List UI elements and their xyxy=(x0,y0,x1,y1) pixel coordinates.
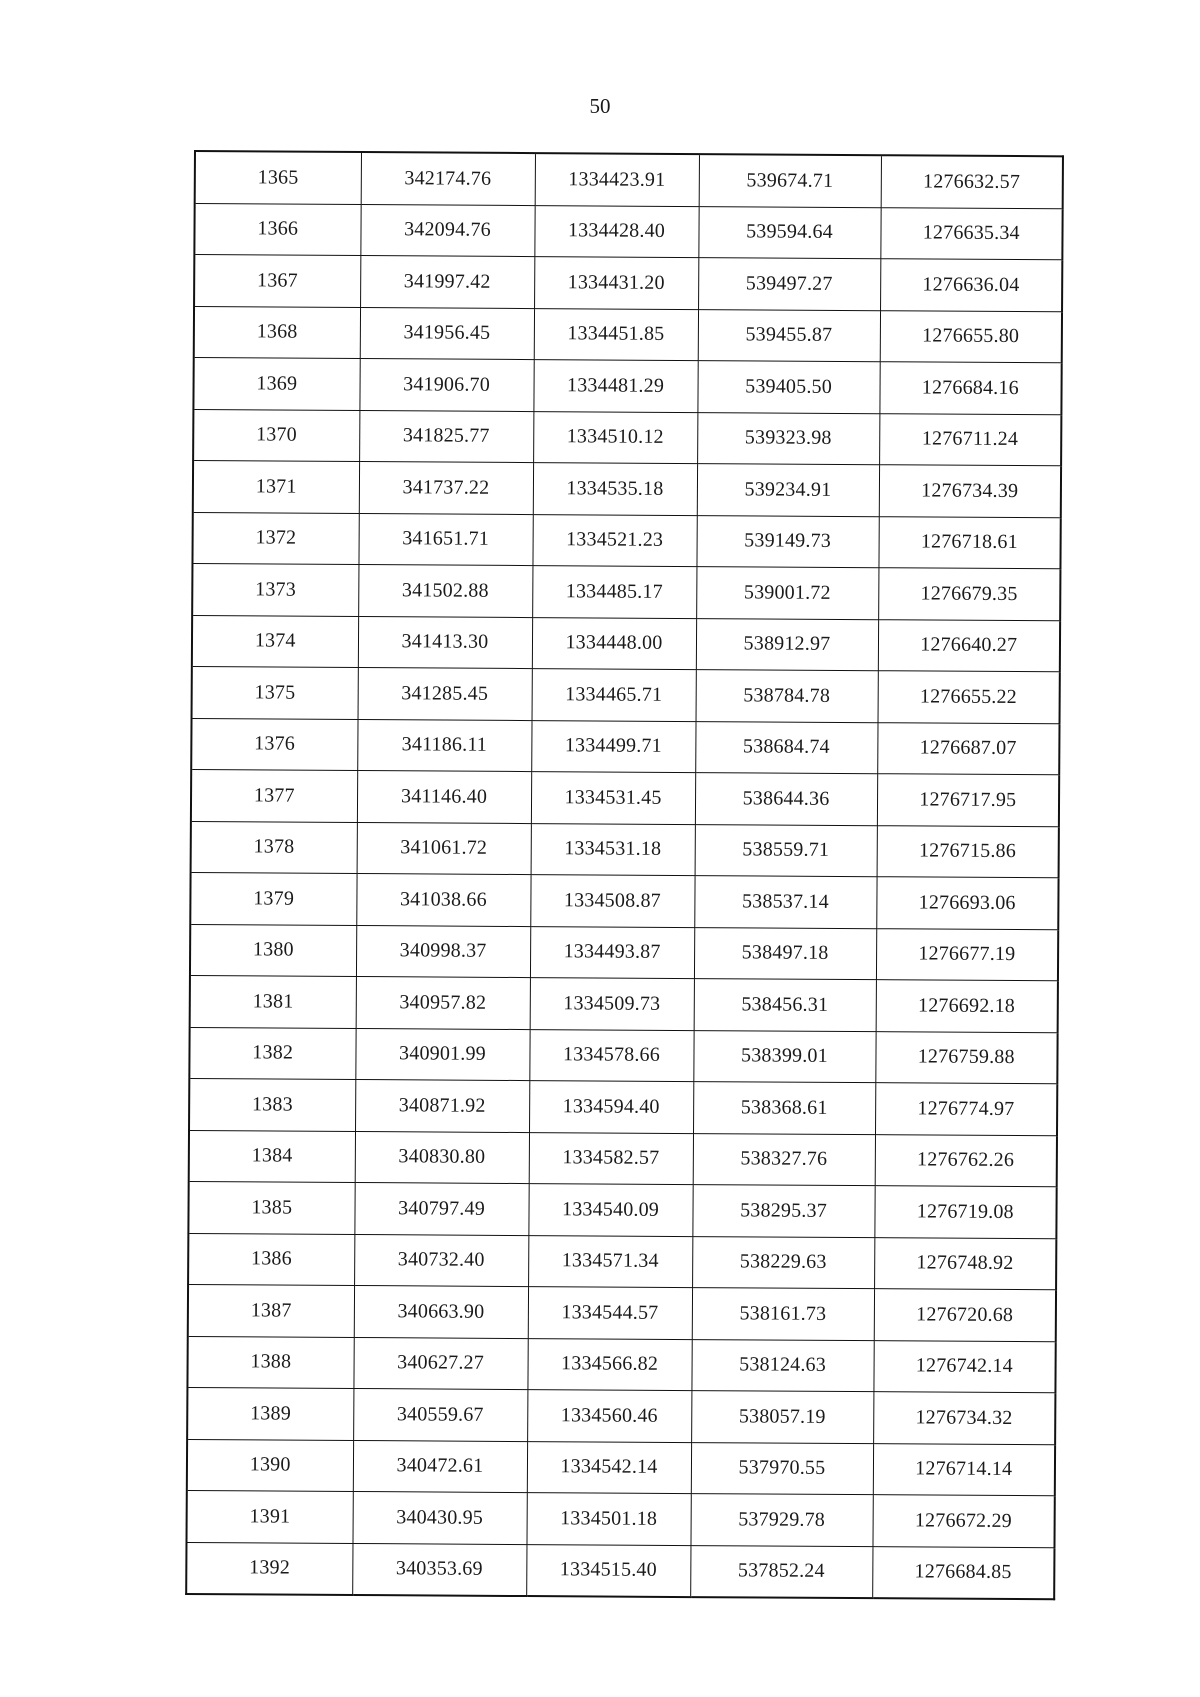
coord-x1-cell: 341956.45 xyxy=(360,307,534,360)
coord-y1-cell: 1334485.17 xyxy=(532,566,696,619)
coord-x2-cell: 539497.27 xyxy=(698,258,880,311)
coord-y1-cell: 1334531.18 xyxy=(531,823,695,876)
coord-x2-cell: 539674.71 xyxy=(699,154,881,207)
table-row xyxy=(194,203,1062,260)
coord-y2-cell: 1276748.92 xyxy=(874,1237,1056,1290)
table-row xyxy=(186,1490,1054,1547)
point-number-cell: 1366 xyxy=(194,203,360,256)
coord-x2-cell: 538161.73 xyxy=(692,1288,874,1341)
coord-x1-cell: 341413.30 xyxy=(358,616,532,669)
point-number-cell: 1389 xyxy=(187,1387,353,1440)
coord-x1-cell: 341038.66 xyxy=(356,874,530,927)
point-number-cell: 1383 xyxy=(189,1078,355,1131)
coord-y2-cell: 1276679.35 xyxy=(878,568,1060,621)
coord-x2-cell: 539455.87 xyxy=(698,309,880,362)
coord-x2-cell: 538295.37 xyxy=(692,1185,874,1238)
table-row xyxy=(190,924,1058,981)
point-number-cell: 1386 xyxy=(188,1233,354,1286)
coord-y2-cell: 1276711.24 xyxy=(879,413,1061,466)
coord-y2-cell: 1276640.27 xyxy=(878,619,1060,672)
coord-y2-cell: 1276720.68 xyxy=(874,1289,1056,1342)
table-row xyxy=(188,1284,1056,1341)
table-row xyxy=(189,1130,1057,1187)
page-number: 50 xyxy=(589,94,611,118)
coord-y1-cell: 1334566.82 xyxy=(527,1338,691,1391)
table-row xyxy=(190,975,1058,1032)
coord-x2-cell: 538684.74 xyxy=(695,721,877,774)
coord-y1-cell: 1334560.46 xyxy=(527,1390,691,1443)
coord-x1-cell: 341737.22 xyxy=(359,462,533,515)
point-number-cell: 1377 xyxy=(191,769,357,822)
coord-y1-cell: 1334535.18 xyxy=(533,463,697,516)
coord-x1-cell: 341997.42 xyxy=(360,256,534,309)
coord-x2-cell: 538368.61 xyxy=(693,1082,875,1135)
point-number-cell: 1379 xyxy=(190,872,356,925)
coord-y1-cell: 1334428.40 xyxy=(534,205,698,258)
point-number-cell: 1367 xyxy=(194,255,360,308)
coord-x1-cell: 341061.72 xyxy=(357,822,531,875)
coord-x2-cell: 538912.97 xyxy=(696,618,878,671)
table-row xyxy=(194,306,1062,363)
coord-x1-cell: 341906.70 xyxy=(359,359,533,412)
coord-x2-cell: 538559.71 xyxy=(695,824,877,877)
coord-x1-cell: 340830.80 xyxy=(355,1131,529,1184)
table-row xyxy=(190,872,1058,929)
coord-x1-cell: 340430.95 xyxy=(352,1491,526,1544)
coord-x2-cell: 538124.63 xyxy=(691,1339,873,1392)
table-row xyxy=(187,1387,1055,1444)
coord-x2-cell: 538229.63 xyxy=(692,1236,874,1289)
coord-x1-cell: 341146.40 xyxy=(357,771,531,824)
point-number-cell: 1384 xyxy=(189,1130,355,1183)
point-number-cell: 1372 xyxy=(192,512,358,565)
table-row xyxy=(187,1439,1055,1496)
coord-x2-cell: 538399.01 xyxy=(693,1030,875,1083)
point-number-cell: 1381 xyxy=(190,975,356,1028)
coord-y2-cell: 1276677.19 xyxy=(876,928,1058,981)
coord-y1-cell: 1334508.87 xyxy=(530,875,694,928)
coord-x1-cell: 340732.40 xyxy=(354,1234,528,1287)
coord-y2-cell: 1276692.18 xyxy=(876,980,1058,1033)
coord-x2-cell: 538456.31 xyxy=(694,979,876,1032)
coord-y1-cell: 1334531.45 xyxy=(531,772,695,825)
coord-y2-cell: 1276715.86 xyxy=(877,825,1059,878)
point-number-cell: 1385 xyxy=(188,1181,354,1234)
coord-y2-cell: 1276635.34 xyxy=(880,207,1062,260)
coord-y1-cell: 1334578.66 xyxy=(529,1029,693,1082)
coord-x1-cell: 341502.88 xyxy=(358,565,532,618)
coord-y1-cell: 1334431.20 xyxy=(534,257,698,310)
table-row xyxy=(193,409,1061,466)
coord-x1-cell: 340797.49 xyxy=(354,1183,528,1236)
coord-x2-cell: 539594.64 xyxy=(698,206,880,259)
table-row xyxy=(193,358,1061,415)
table-row xyxy=(191,718,1059,775)
coord-y1-cell: 1334544.57 xyxy=(528,1287,692,1340)
coord-x2-cell: 538327.76 xyxy=(693,1133,875,1186)
coord-y1-cell: 1334493.87 xyxy=(530,926,694,979)
coord-x1-cell: 340353.69 xyxy=(352,1543,526,1596)
coord-y2-cell: 1276719.08 xyxy=(874,1186,1056,1239)
point-number-cell: 1374 xyxy=(192,615,358,668)
coord-x1-cell: 341825.77 xyxy=(359,410,533,463)
point-number-cell: 1388 xyxy=(187,1336,353,1389)
table-row xyxy=(189,1027,1057,1084)
coord-y2-cell: 1276759.88 xyxy=(875,1031,1057,1084)
coord-y1-cell: 1334423.91 xyxy=(535,153,699,206)
coord-y1-cell: 1334521.23 xyxy=(532,514,696,567)
coord-x1-cell: 341285.45 xyxy=(358,668,532,721)
table-row xyxy=(188,1181,1056,1238)
point-number-cell: 1369 xyxy=(193,358,359,411)
point-number-cell: 1380 xyxy=(190,924,356,977)
coord-y2-cell: 1276672.29 xyxy=(872,1495,1054,1548)
coord-x2-cell: 539001.72 xyxy=(696,567,878,620)
point-number-cell: 1378 xyxy=(191,821,357,874)
table-row xyxy=(194,255,1062,312)
coord-x2-cell: 539149.73 xyxy=(696,515,878,568)
coord-y2-cell: 1276684.85 xyxy=(872,1546,1054,1599)
coord-y1-cell: 1334594.40 xyxy=(529,1081,693,1134)
coord-y2-cell: 1276762.26 xyxy=(875,1134,1057,1187)
coord-x2-cell: 538784.78 xyxy=(696,670,878,723)
coord-y2-cell: 1276684.16 xyxy=(879,362,1061,415)
point-number-cell: 1375 xyxy=(192,666,358,719)
table-row xyxy=(192,512,1060,569)
point-number-cell: 1390 xyxy=(187,1439,353,1492)
coord-x1-cell: 340998.37 xyxy=(356,925,530,978)
table-row xyxy=(186,1542,1054,1599)
coord-x1-cell: 340663.90 xyxy=(354,1285,528,1338)
coord-x2-cell: 537929.78 xyxy=(690,1494,872,1547)
coord-y1-cell: 1334448.00 xyxy=(532,617,696,670)
table-row xyxy=(195,151,1063,208)
coord-y1-cell: 1334582.57 xyxy=(529,1132,693,1185)
coord-y1-cell: 1334515.40 xyxy=(526,1544,690,1597)
point-number-cell: 1387 xyxy=(188,1284,354,1337)
coord-y1-cell: 1334451.85 xyxy=(534,308,698,361)
coord-y2-cell: 1276734.39 xyxy=(879,465,1061,518)
table-row xyxy=(187,1336,1055,1393)
coord-x2-cell: 538057.19 xyxy=(691,1391,873,1444)
table-row xyxy=(189,1078,1057,1135)
point-number-cell: 1370 xyxy=(193,409,359,462)
coord-x1-cell: 340957.82 xyxy=(356,977,530,1030)
point-number-cell: 1376 xyxy=(191,718,357,771)
coord-y2-cell: 1276687.07 xyxy=(877,722,1059,775)
coord-y2-cell: 1276774.97 xyxy=(875,1083,1057,1136)
table-row xyxy=(192,563,1060,620)
coord-x2-cell: 538644.36 xyxy=(695,773,877,826)
coord-y1-cell: 1334465.71 xyxy=(532,669,696,722)
point-number-cell: 1371 xyxy=(193,461,359,514)
coord-y2-cell: 1276636.04 xyxy=(880,259,1062,312)
coord-y2-cell: 1276655.80 xyxy=(880,310,1062,363)
coord-y2-cell: 1276717.95 xyxy=(877,774,1059,827)
coord-y2-cell: 1276714.14 xyxy=(873,1443,1055,1496)
coord-y2-cell: 1276742.14 xyxy=(873,1340,1055,1393)
coord-y2-cell: 1276734.32 xyxy=(873,1392,1055,1445)
coord-y2-cell: 1276693.06 xyxy=(876,877,1058,930)
table-row xyxy=(192,666,1060,723)
coord-x2-cell: 537970.55 xyxy=(691,1442,873,1495)
coord-x2-cell: 538537.14 xyxy=(694,876,876,929)
coord-x1-cell: 341186.11 xyxy=(357,719,531,772)
coord-x1-cell: 340472.61 xyxy=(353,1440,527,1493)
table-row xyxy=(192,615,1060,672)
coord-x1-cell: 340627.27 xyxy=(353,1337,527,1390)
point-number-cell: 1368 xyxy=(194,306,360,359)
table-row xyxy=(191,821,1059,878)
coordinate-table-body xyxy=(186,151,1063,1599)
coord-x1-cell: 342094.76 xyxy=(360,204,534,257)
coord-x2-cell: 538497.18 xyxy=(694,927,876,980)
table-row xyxy=(191,769,1059,826)
coord-x1-cell: 340559.67 xyxy=(353,1388,527,1441)
coord-y1-cell: 1334509.73 xyxy=(530,978,694,1031)
coord-x2-cell: 539405.50 xyxy=(697,361,879,414)
point-number-cell: 1391 xyxy=(186,1490,352,1543)
coord-x1-cell: 342174.76 xyxy=(361,152,535,205)
point-number-cell: 1392 xyxy=(186,1542,352,1595)
coord-y1-cell: 1334542.14 xyxy=(527,1441,691,1494)
coord-x1-cell: 341651.71 xyxy=(358,513,532,566)
coord-y1-cell: 1334510.12 xyxy=(533,411,697,464)
coord-y1-cell: 1334499.71 xyxy=(531,720,695,773)
coordinate-table xyxy=(185,150,1064,1600)
coord-y2-cell: 1276632.57 xyxy=(881,155,1063,208)
coord-x1-cell: 340901.99 xyxy=(355,1028,529,1081)
coord-x1-cell: 340871.92 xyxy=(355,1080,529,1133)
point-number-cell: 1373 xyxy=(192,563,358,616)
coord-y1-cell: 1334571.34 xyxy=(528,1235,692,1288)
point-number-cell: 1382 xyxy=(189,1027,355,1080)
coord-y2-cell: 1276718.61 xyxy=(878,516,1060,569)
table-row xyxy=(193,461,1061,518)
coord-x2-cell: 537852.24 xyxy=(690,1545,872,1598)
coord-y1-cell: 1334481.29 xyxy=(533,360,697,413)
table-row xyxy=(188,1233,1056,1290)
coord-y1-cell: 1334540.09 xyxy=(528,1184,692,1237)
coord-x2-cell: 539234.91 xyxy=(697,464,879,517)
point-number-cell: 1365 xyxy=(195,151,361,204)
coord-x2-cell: 539323.98 xyxy=(697,412,879,465)
coord-y1-cell: 1334501.18 xyxy=(526,1493,690,1546)
coord-y2-cell: 1276655.22 xyxy=(878,671,1060,724)
